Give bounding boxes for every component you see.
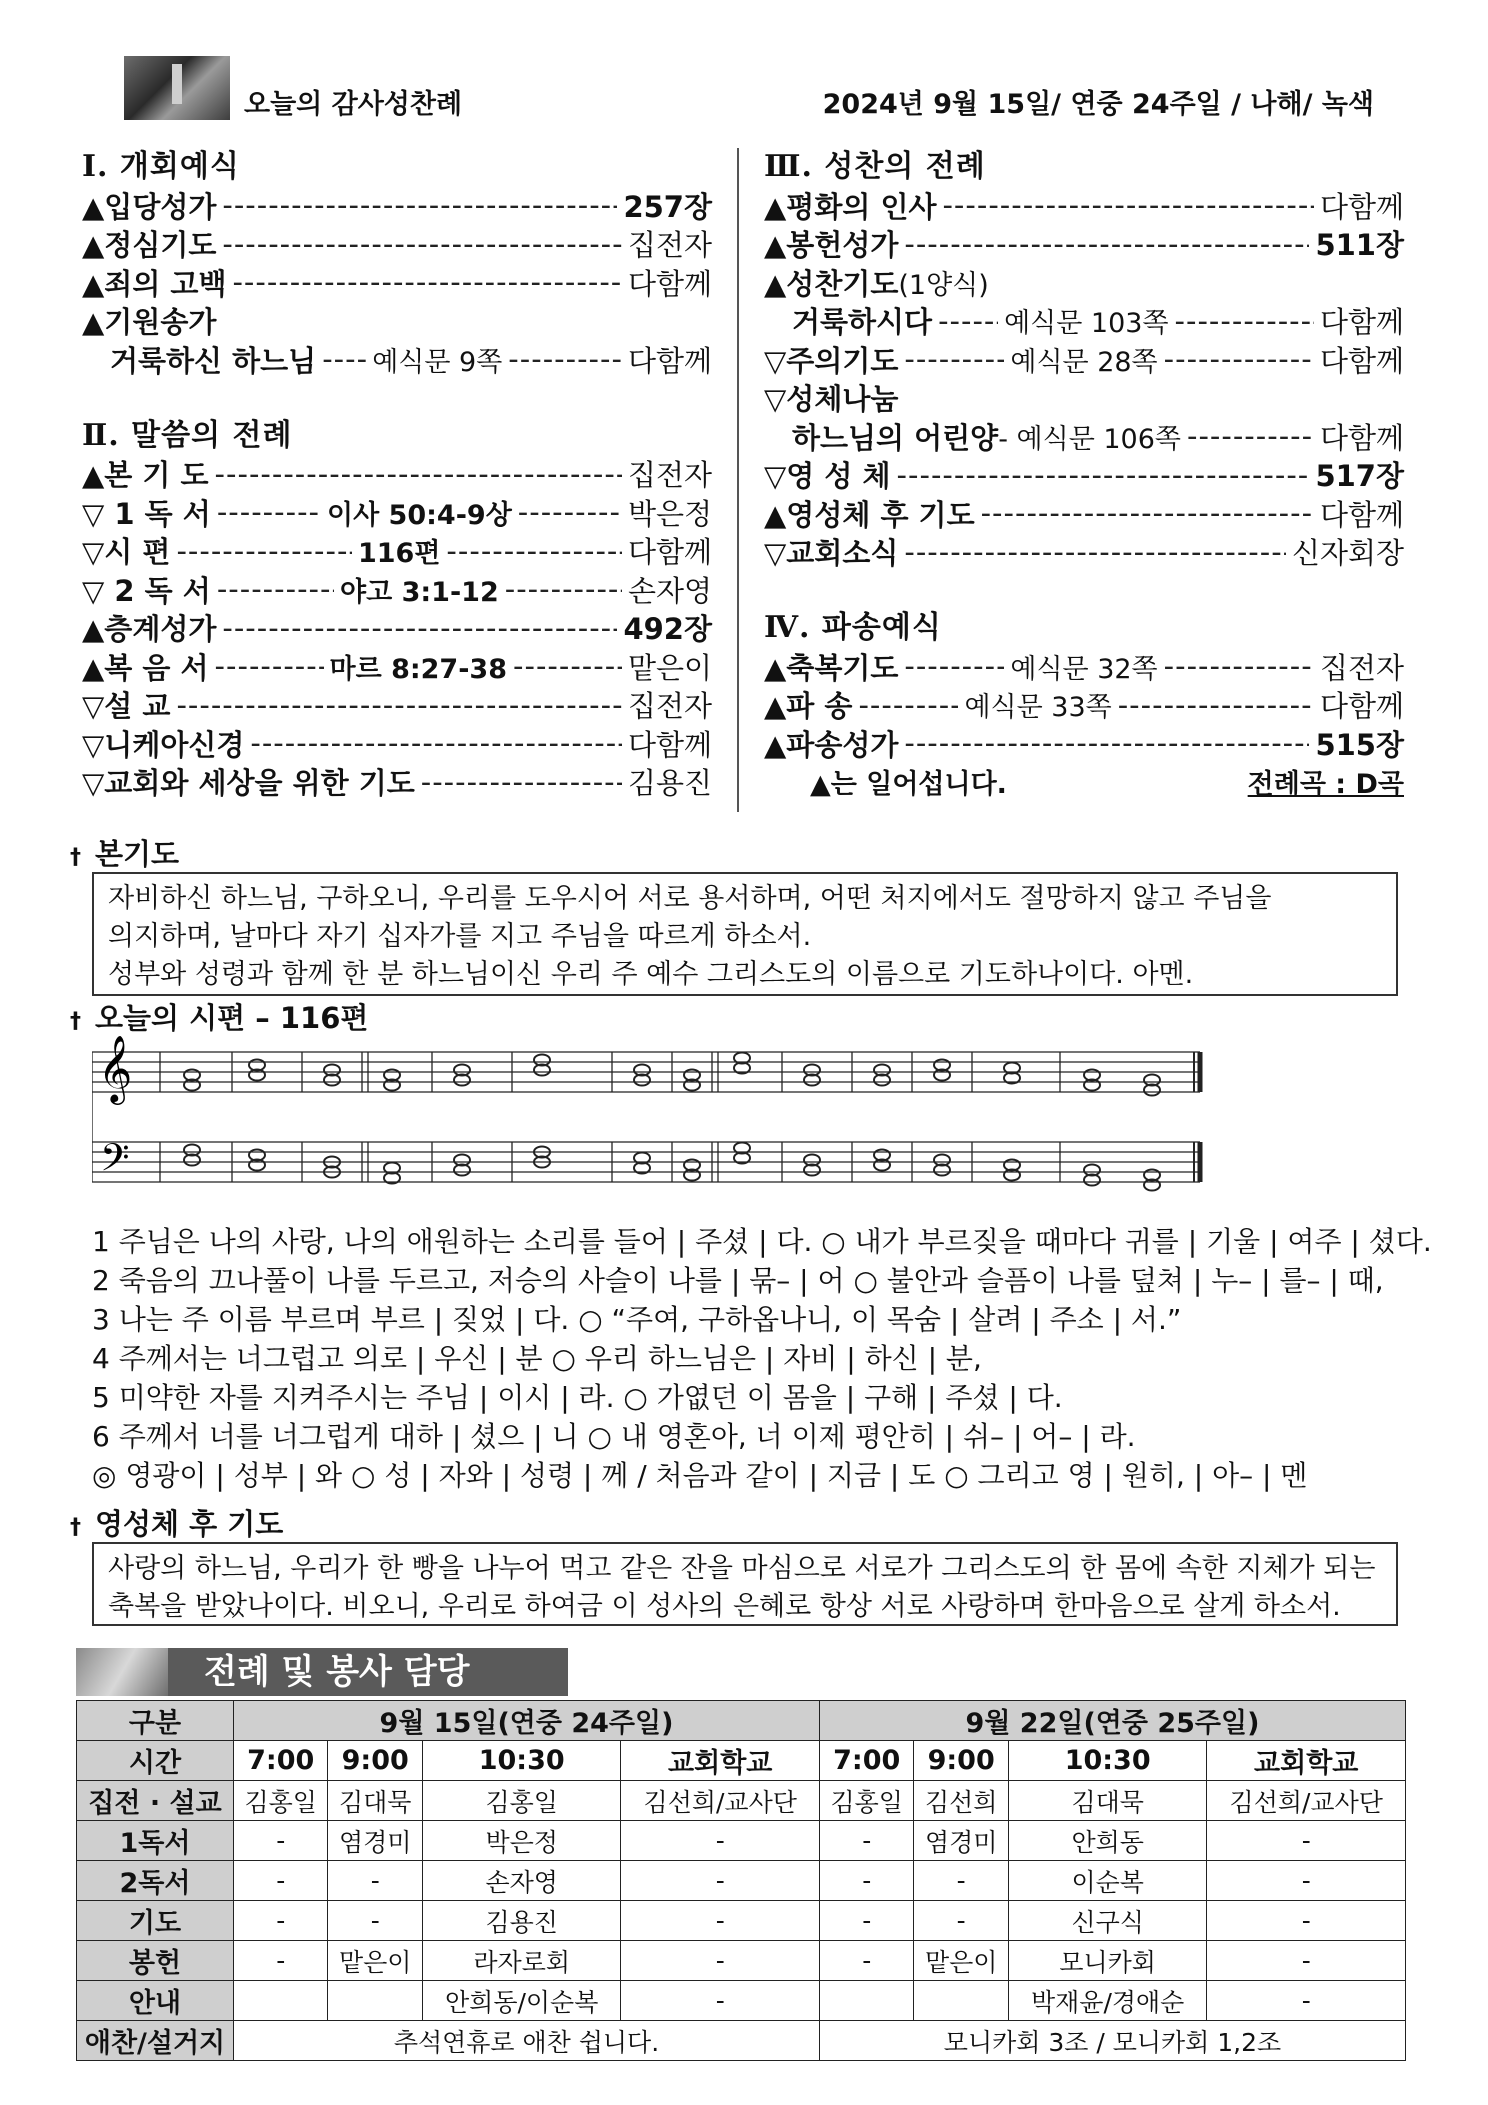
table-cell: - (819, 1901, 913, 1941)
psalm-verse: ◎ 영광이 | 성부 | 와 ○ 성 | 자와 | 성령 | 께 / 처음과 같이 | 지금 | 도 ○ 그리고 영 | 원히, | 아– | 멘 (92, 1459, 1308, 1492)
postcommunion-box: 사랑의 하느님, 우리가 한 빵을 나누어 먹고 같은 잔을 마심으로 서로가 그리스도의 한 몸에 속한 지체가 되는 축복을 받았나이다. 비오니, 우리로 하여금 이 성사의 은혜로 항상 서로 사랑하며 한마음으로 살게 하소서. (92, 1542, 1398, 1626)
postcommunion-heading: † 영성체 후 기도 (70, 1507, 284, 1541)
table-cell: 맡은이 (328, 1941, 422, 1981)
service-date: 2024년 9월 15일/ 연중 24주일 / 나해/ 녹색 (822, 89, 1374, 120)
table-cell: 안희동/이순복 (422, 1981, 621, 2021)
table-cell (328, 1981, 422, 2021)
section-title: Ⅳ. 파송예식 (764, 610, 942, 645)
table-cell: - (1207, 1861, 1406, 1901)
table-cell: - (621, 1981, 820, 2021)
table-cell: 신구식 (1008, 1901, 1207, 1941)
order-row: ▽성체나눔 (764, 382, 899, 417)
table-cell: 김홍일 (234, 1781, 328, 1821)
order-row: ▲복 음 서 ----- 마르 8:27-38 ----- 맡은이 (82, 647, 712, 686)
table-time-row: 시간 7:00 9:00 10:30 교회학교 7:00 9:00 10:30 교회학교 (77, 1741, 1406, 1781)
table-row: 집전 · 설교 김홍일 김대묵 김홍일 김선희/교사단 김홍일 김선희 김대묵 김선희/교사단 (77, 1781, 1406, 1821)
order-row: ▽교회와 세상을 위한 기도 ----- 김용진 (82, 763, 712, 802)
table-cell: - (328, 1901, 422, 1941)
order-row: ▲입당성가 ----- 257장 (82, 186, 712, 225)
table-cell: 김선희 (914, 1781, 1008, 1821)
header-photo (124, 56, 230, 120)
order-row: ▲죄의 고백 ----- 다함께 (82, 263, 712, 302)
table-cell: - (1207, 1981, 1406, 2021)
table-cell: 김홍일 (422, 1781, 621, 1821)
section-title: Ⅲ. 성찬의 전례 (764, 149, 986, 184)
table-cell: - (819, 1861, 913, 1901)
order-row: ▲성찬기도 (1양식) (764, 266, 989, 301)
order-row: ▲정심기도 ----- 집전자 (82, 225, 712, 264)
order-row: ▽ 1 독 서 ----- 이사 50:4-9상 ----- 박은정 (82, 493, 712, 532)
table-header-row: 구분 9월 15일(연중 24주일) 9월 22일(연중 25주일) (77, 1701, 1406, 1741)
table-cell: 염경미 (328, 1821, 422, 1861)
table-cell (819, 1981, 913, 2021)
order-row: 거룩하시다 ----- 예식문 103쪽 ----- 다함께 (764, 302, 1404, 341)
bass-clef-icon: 𝄢 (100, 1135, 130, 1189)
order-row: ▽니케아신경 ----- 다함께 (82, 724, 712, 763)
psalm-verse: 2 죽음의 끄나풀이 나를 두르고, 저승의 사슬이 나를 | 묶– | 어 ○ 불안과 슬픔이 나를 덮쳐 | 누– | 를– | 때, (92, 1264, 1384, 1297)
table-cell: - (1207, 1941, 1406, 1981)
section-title: Ⅱ. 말씀의 전례 (82, 417, 293, 453)
collect-box: 자비하신 하느님, 구하오니, 우리를 도우시어 서로 용서하며, 어떤 처지에서도 절망하지 않고 주님을 의지하며, 날마다 자기 십자가를 지고 주님을 따르게 하소서. 성부와 성령과 함께 한 분 하느님이신 우리 주 예수 그리스도의 이름으로 기도하나이다. 아멘. (92, 872, 1398, 996)
table-cell: - (819, 1821, 913, 1861)
section-title: Ⅰ. 개회예식 (82, 149, 240, 184)
page-title: 오늘의 감사성찬례 (244, 89, 463, 120)
table-row: 1독서 - 염경미 박은정 - - 염경미 안희동 - (77, 1821, 1406, 1861)
order-row: ▽영 성 체 ----- 517장 (764, 456, 1404, 495)
table-row: 안내 안희동/이순복 - 박재윤/경애순 - (77, 1981, 1406, 2021)
table-cell (234, 1981, 328, 2021)
psalm-verse: 3 나는 주 이름 부르며 부르 | 짖었 | 다. ○ “주여, 구하옵나니, 이 목숨 | 살려 | 주소 | 서.” (92, 1303, 1182, 1336)
psalm-heading: † 오늘의 시편 – 116편 (70, 1001, 369, 1035)
banner-photo (76, 1648, 168, 1696)
order-row: ▲축복기도 ----- 예식문 32쪽 ----- 집전자 (764, 647, 1404, 686)
order-row: ▲기원송가 (82, 305, 217, 340)
order-row: ▲영성체 후 기도 ----- 다함께 (764, 494, 1404, 533)
table-cell: - (1207, 1901, 1406, 1941)
standing-note: ▲는 일어섭니다. 전례곡 : D곡 (764, 763, 1404, 801)
table-cell: 김용진 (422, 1901, 621, 1941)
cross-icon: † (70, 1009, 81, 1034)
table-cell: 박재윤/경애순 (1008, 1981, 1207, 2021)
table-cell: - (234, 1941, 328, 1981)
table-cell: - (621, 1901, 820, 1941)
table-cell: - (234, 1821, 328, 1861)
table-cell: - (621, 1861, 820, 1901)
table-row: 기도 - - 김용진 - - - 신구식 - (77, 1901, 1406, 1941)
table-cell: - (234, 1861, 328, 1901)
table-cell: - (914, 1901, 1008, 1941)
table-cell: - (621, 1941, 820, 1981)
order-row: ▽설 교 ----- 집전자 (82, 686, 712, 725)
table-cell: 모니카회 (1008, 1941, 1207, 1981)
table-cell: 손자영 (422, 1861, 621, 1901)
cross-icon: † (70, 845, 81, 870)
order-row: ▲평화의 인사 ----- 다함께 (764, 186, 1404, 225)
order-row: ▲파송성가 ----- 515장 (764, 724, 1404, 763)
table-cell: 라자로회 (422, 1941, 621, 1981)
table-cell: 김홍일 (819, 1781, 913, 1821)
table-cell: - (1207, 1821, 1406, 1861)
table-row: 애찬/설거지 추석연휴로 애찬 쉽니다. 모니카회 3조 / 모니카회 1,2조 (77, 2021, 1406, 2061)
table-cell: 김선희/교사단 (621, 1781, 820, 1821)
psalm-verses (92, 1222, 1432, 1495)
psalm-verse: 6 주께서 너를 너그럽게 대하 | 셨으 | 니 ○ 내 영혼아, 너 이제 평안히 | 쉬– | 어– | 라. (92, 1420, 1136, 1453)
table-cell: 이순복 (1008, 1861, 1207, 1901)
table-cell: - (621, 1821, 820, 1861)
table-cell: 김대묵 (1008, 1781, 1207, 1821)
liturgy-tune: 전례곡 : D곡 (1247, 769, 1404, 800)
table-cell: 맡은이 (914, 1941, 1008, 1981)
order-row: ▽ 2 독 서 ----- 야고 3:1-12 ----- 손자영 (82, 570, 712, 609)
table-cell: - (234, 1901, 328, 1941)
psalm-chant-score (92, 1030, 1208, 1210)
cross-icon: † (70, 1515, 81, 1540)
order-row: ▽주의기도 ----- 예식문 28쪽 ----- 다함께 (764, 340, 1404, 379)
order-left-column (82, 148, 712, 801)
table-cell: 박은정 (422, 1821, 621, 1861)
table-row: 2독서 - - 손자영 - - - 이순복 - (77, 1861, 1406, 1901)
order-row: ▲본 기 도 ----- 집전자 (82, 455, 712, 494)
order-row: ▽시 편 ----- 116편 ----- 다함께 (82, 532, 712, 571)
order-right-column (764, 148, 1404, 801)
order-row: ▲봉헌성가 ----- 511장 (764, 225, 1404, 264)
psalm-verse: 4 주께서는 너그럽고 의로 | 우신 | 분 ○ 우리 하느님은 | 자비 | 하신 | 분, (92, 1342, 982, 1375)
order-row: ▽교회소식 ----- 신자회장 (764, 533, 1404, 572)
table-cell: 염경미 (914, 1821, 1008, 1861)
table-cell: 김선희/교사단 (1207, 1781, 1406, 1821)
table-cell: - (328, 1861, 422, 1901)
table-cell: 김대묵 (328, 1781, 422, 1821)
order-row: ▲파 송 ----- 예식문 33쪽 ----- 다함께 (764, 686, 1404, 725)
order-row: 거룩하신 하느님 ----- 예식문 9쪽 ----- 다함께 (82, 340, 712, 379)
psalm-verse: 5 미약한 자를 지켜주시는 주님 | 이시 | 라. ○ 가엾던 이 몸을 | 구해 | 주셨 | 다. (92, 1381, 1063, 1414)
collect-heading: † 본기도 (70, 837, 180, 871)
table-cell: - (914, 1861, 1008, 1901)
psalm-verse: 1 주님은 나의 사랑, 나의 애원하는 소리를 들어 | 주셨 | 다. ○ 내가 부르짖을 때마다 귀를 | 기울 | 여주 | 셨다. (92, 1225, 1432, 1258)
table-cell (914, 1981, 1008, 2021)
duty-table (76, 1700, 1406, 2061)
table-cell: 안희동 (1008, 1821, 1207, 1861)
treble-clef-icon: 𝄞 (98, 1034, 133, 1102)
order-row: 하느님의 어린양 - 예식문 106쪽 ----- 다함께 (764, 417, 1404, 456)
duty-banner: 전례 및 봉사 담당 (76, 1648, 566, 1696)
order-row: ▲층계성가 ----- 492장 (82, 609, 712, 648)
column-divider (737, 148, 739, 812)
table-row: 봉헌 - 맡은이 라자로회 - - 맡은이 모니카회 - (77, 1941, 1406, 1981)
table-cell: - (819, 1941, 913, 1981)
